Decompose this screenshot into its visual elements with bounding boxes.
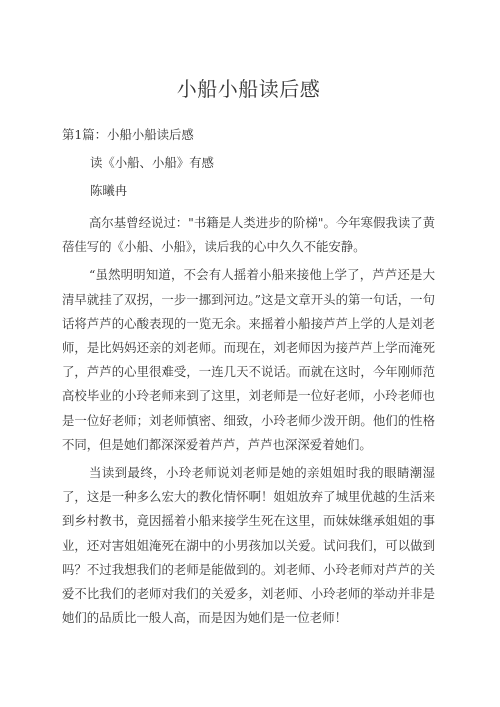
- author-name: 陈曦冉: [90, 183, 128, 198]
- document-title: 小船小船读后感: [176, 77, 321, 101]
- essay-subtitle: 读《小船、小船》有感: [90, 155, 214, 170]
- paragraph-3: 当读到最终，小玲老师说刘老师是她的亲姐姐时我的眼睛潮湿了，这是一种多么宏大的教化情怀啊！姐姐放弃了城里优越的生活来到乡村教书，竟因摇着小船来接学生死在这里，而妹妹继承姐姐的事业，还对害姐姐淹死在湖中的小男孩加以关爱。试问我们，可以做到吗？不过我想我们的老师是能做到的。刘老师、小玲老师对芦芦的关爱不比我们的老师对我们的关爱多，刘老师、小玲老师的举动并非是她们的品质比一般人高，而是因为她们是一位老师！: [62, 465, 435, 626]
- section-heading: 第1篇：小船小船读后感: [62, 127, 194, 142]
- essay-body: [62, 211, 435, 630]
- paragraph-1: 高尔基曾经说过："书籍是人类进步的阶梯"。今年寒假我读了黄蓓佳写的《小船、小船》，读后我的心中久久不能安静。: [62, 215, 435, 255]
- paragraph-2: “虽然明明知道，不会有人摇着小船来接他上学了，芦芦还是大清早就挂了双拐，一步一挪到河边。”这是文章开头的第一句话，一句话将芦芦的心酸表现的一览无余。来摇着小船接芦芦上学的人是刘老师，是比妈妈还亲的刘老师。而现在，刘老师因为接芦芦上学而淹死了，芦芦的心里很难受，一连几天不说话。而就在这时，今年刚师范高校毕业的小玲老师来到了这里，刘老师是一位好老师，小玲老师也是一位好老师；刘老师慎密、细致，小玲老师少泼开朗。他们的性格不同，但是她们都深深爱着芦芦，芦芦也深深爱着她们。: [62, 267, 435, 452]
